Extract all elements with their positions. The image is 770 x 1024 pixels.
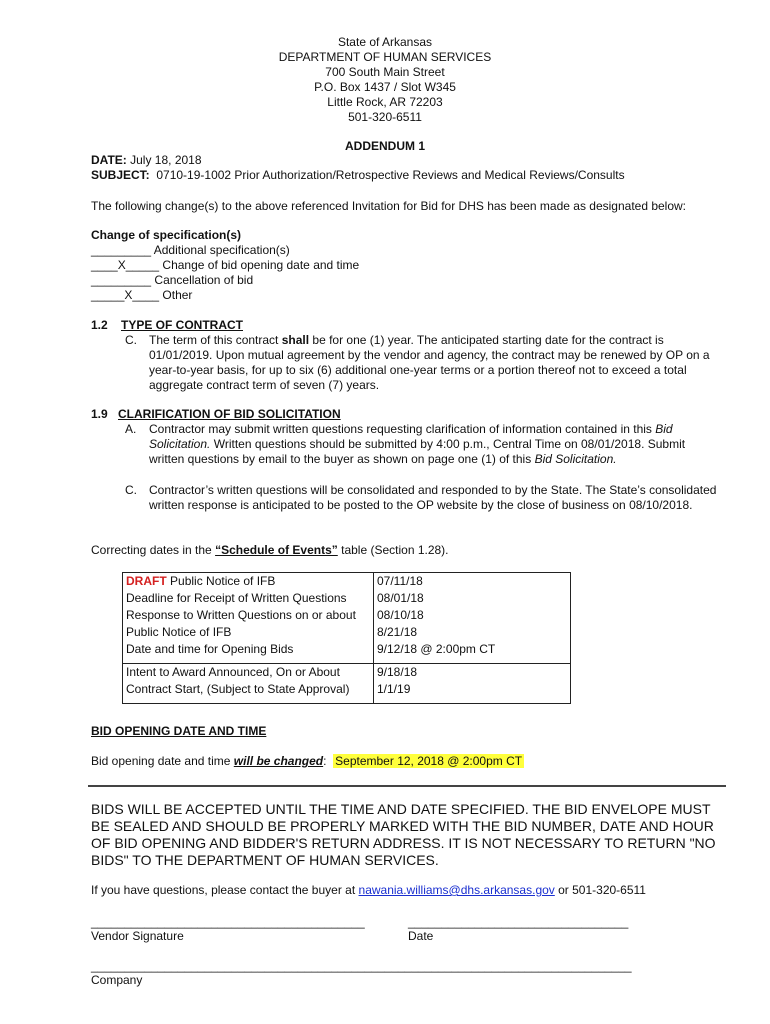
schedule-date: 1/1/19 xyxy=(377,682,411,696)
contact-line xyxy=(91,883,646,898)
schedule-event: Contract Start, (Subject to State Approval) xyxy=(123,681,374,704)
contact-pre: If you have questions, please contact the buyer at xyxy=(91,883,359,897)
schedule-of-events-label: “Schedule of Events” xyxy=(215,543,338,557)
schedule-date: 9/12/18 @ 2:00pm CT xyxy=(377,642,496,656)
subject-line xyxy=(91,168,625,183)
schedule-event: Intent to Award Announced, On or About xyxy=(123,664,374,682)
vendor-signature-line[interactable]: _________________________________________ xyxy=(91,915,365,929)
section-1-2-number: 1.2 xyxy=(91,318,108,332)
correcting-post: table (Section 1.28). xyxy=(337,543,449,557)
vendor-signature-label: Vendor Signature xyxy=(91,929,184,943)
correcting-dates-text xyxy=(91,543,449,558)
draft-label: DRAFT xyxy=(126,574,167,588)
schedule-event: Date and time for Opening Bids xyxy=(123,641,374,664)
contract-term-rest: be for one (1) year. The anticipated starting date for the contract is 01/01/2019. Upon mutual agreement by the vendor and agency, the contract may be renewed by OP on a year-to-year basis, for up to six (6) additional one-year terms or a portion thereof not to exceed a total aggregate contract term of seven (7) years. xyxy=(149,333,710,392)
bid-opening-new-date: September 12, 2018 @ 2:00pm CT xyxy=(335,754,523,768)
header-po-box: P.O. Box 1437 / Slot W345 xyxy=(314,80,456,94)
section-1-2-text xyxy=(149,333,729,393)
schedule-date: 08/10/18 xyxy=(377,608,424,622)
company-label: Company xyxy=(91,973,143,987)
change-item-other: _____X____ Other xyxy=(91,288,193,302)
schedule-event: Response to Written Questions on or about xyxy=(123,607,374,624)
section-1-9-number: 1.9 xyxy=(91,407,108,421)
bid-opening-line xyxy=(91,754,524,769)
addendum-title: ADDENDUM 1 xyxy=(344,139,425,153)
date-signature-label: Date xyxy=(408,929,434,943)
table-row xyxy=(123,573,571,591)
header-street: 700 South Main Street xyxy=(325,65,445,79)
schedule-table xyxy=(122,572,571,704)
section-1-9-heading: CLARIFICATION OF BID SOLICITATION xyxy=(118,407,341,421)
section-1-2-heading: TYPE OF CONTRACT xyxy=(121,318,243,332)
company-line[interactable]: _________________________________________________________________________________ xyxy=(91,959,632,973)
date-line xyxy=(91,153,202,168)
section-1-9-letter-c: C. xyxy=(125,483,137,497)
schedule-date: 07/11/18 xyxy=(377,574,423,588)
buyer-email-link[interactable]: nawania.williams@dhs.arkansas.gov xyxy=(358,883,555,897)
bid-opening-colon: : xyxy=(323,754,327,768)
subject-value: 0710-19-1002 Prior Authorization/Retrospective Reviews and Medical Reviews/Consults xyxy=(156,168,625,182)
change-item-bid-opening: ____X_____ Change of bid opening date and time xyxy=(91,258,360,272)
table-row xyxy=(123,641,571,664)
header-phone: 501-320-6511 xyxy=(348,110,422,124)
clarification-a-italic2: Bid Solicitation. xyxy=(534,452,617,466)
table-row xyxy=(123,681,571,704)
schedule-date: 8/21/18 xyxy=(377,625,418,639)
correcting-pre: Correcting dates in the xyxy=(91,543,216,557)
bid-opening-pre: Bid opening date and time xyxy=(91,754,234,768)
date-value: July 18, 2018 xyxy=(130,153,202,167)
contract-term-text: The term of this contract xyxy=(149,333,282,347)
section-1-9-a-text xyxy=(149,422,714,467)
table-row xyxy=(123,607,571,624)
clarification-a-text1: Contractor may submit written questions requesting clarification of information contained in this xyxy=(149,422,656,436)
bids-notice: BIDS WILL BE ACCEPTED UNTIL THE TIME AND DATE SPECIFIED. THE BID ENVELOPE MUST BE SEALED AND SHOULD BE PROPERLY MARKED WITH THE BID NUMBER, DATE AND HOUR OF BID OPENING AND BIDDER'S RETURN ADDRESS. IT IS NOT NECESSARY TO RETURN "NO BIDS" TO THE DEPARTMENT OF HUMAN SERVICES. xyxy=(91,801,716,868)
table-row xyxy=(123,664,571,682)
date-signature-line[interactable]: _________________________________ xyxy=(408,915,629,929)
change-item-cancellation: _________ Cancellation of bid xyxy=(91,273,254,287)
schedule-event: Deadline for Receipt of Written Questions xyxy=(123,590,374,607)
bid-opening-heading: BID OPENING DATE AND TIME xyxy=(91,724,267,738)
schedule-event: Public Notice of IFB xyxy=(170,574,276,588)
schedule-date: 08/01/18 xyxy=(377,591,424,605)
divider xyxy=(88,785,726,787)
schedule-event: Public Notice of IFB xyxy=(123,624,374,641)
contract-term-shall: shall xyxy=(281,333,310,347)
header-city: Little Rock, AR 72203 xyxy=(327,95,443,109)
section-1-9-c-text: Contractor’s written questions will be consolidated and responded to by the State. The State’s consolidated written response is anticipated to be posted to the OP website by the close of business on 08/10/2018. xyxy=(149,483,717,512)
header-department: DEPARTMENT OF HUMAN SERVICES xyxy=(278,50,492,64)
table-row xyxy=(123,624,571,641)
contact-phone: or 501-320-6511 xyxy=(554,883,646,897)
subject-label: SUBJECT: xyxy=(91,168,150,182)
clarification-a-italic1: Bid Solicitation. xyxy=(149,422,673,451)
schedule-date: 9/18/18 xyxy=(374,664,571,682)
clarification-a-text2: Written questions should be submitted by 4:00 p.m., Central Time on 08/01/2018. Submit written questions by email to the buyer as shown on page one (1) of this xyxy=(149,437,686,466)
bid-opening-emphasis: will be changed xyxy=(233,754,324,768)
changes-heading: Change of specification(s) xyxy=(91,228,242,242)
section-1-9-letter-a: A. xyxy=(125,422,137,436)
date-label: DATE: xyxy=(91,153,127,167)
header-state: State of Arkansas xyxy=(337,35,433,49)
table-row xyxy=(123,590,571,607)
intro-text: The following change(s) to the above referenced Invitation for Bid for DHS has been made as designated below: xyxy=(91,199,687,213)
section-1-2-letter: C. xyxy=(125,333,137,347)
schedule-event-cell xyxy=(123,573,374,591)
change-item-additional: _________ Additional specification(s) xyxy=(91,243,290,257)
